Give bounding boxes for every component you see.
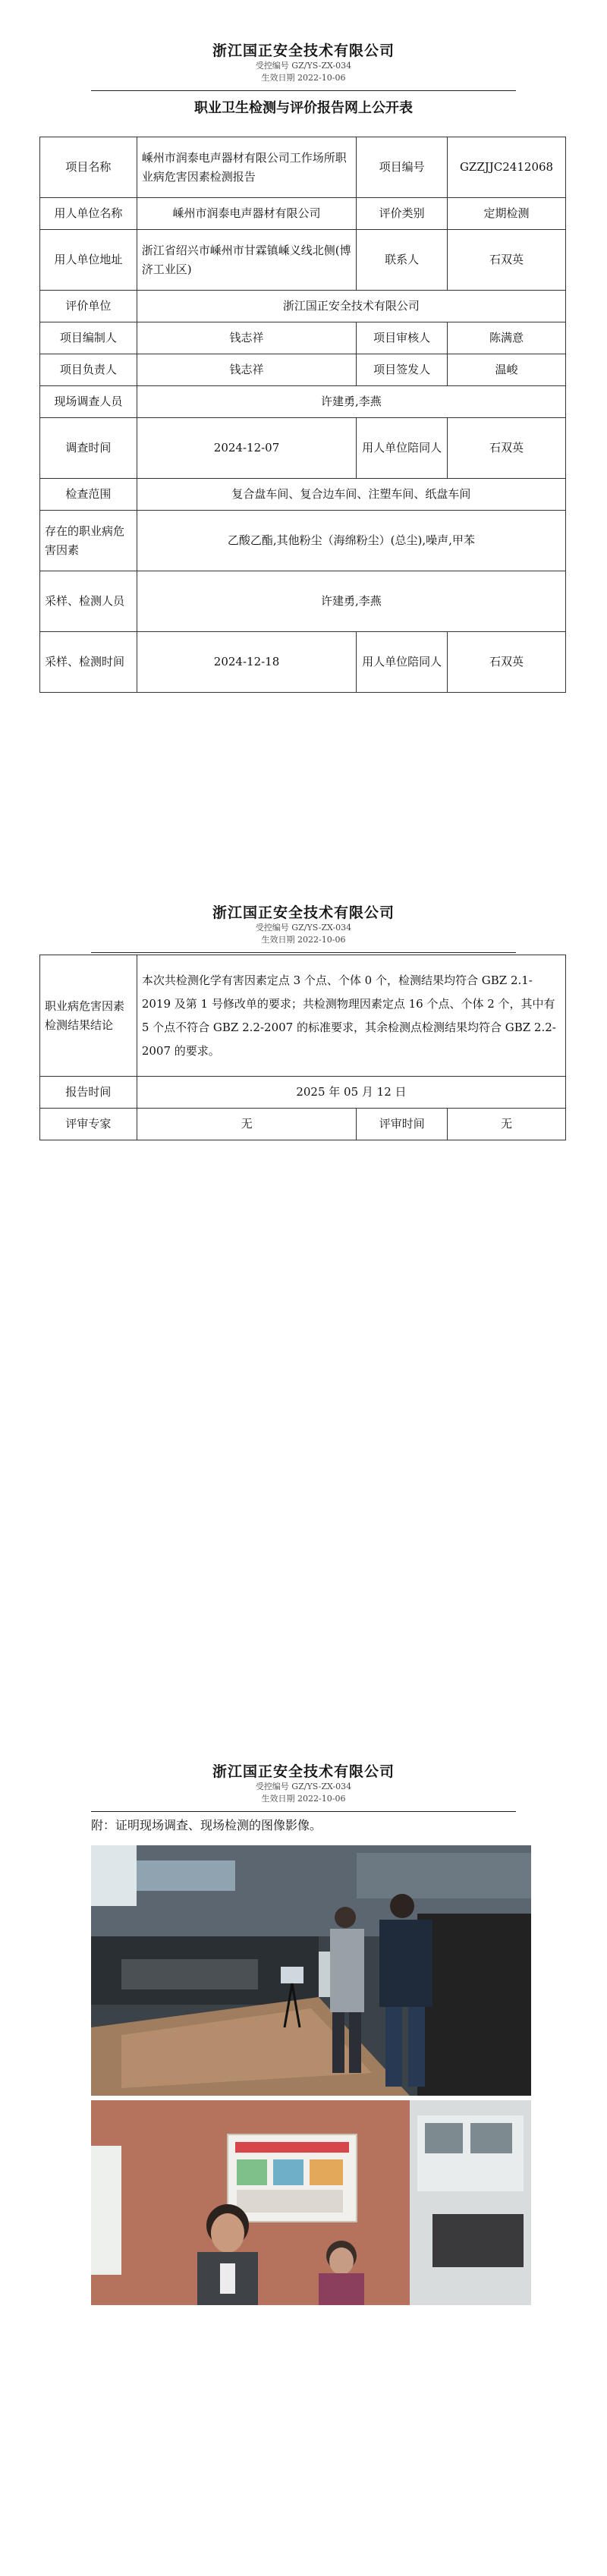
value-issuer: 温峻 <box>448 354 566 386</box>
label-address: 用人单位地址 <box>40 230 137 291</box>
value-survey-time: 2024-12-07 <box>137 418 356 479</box>
company-name: 浙江国正安全技术有限公司 <box>212 42 395 59</box>
value-report-time: 2025 年 05 月 12 日 <box>137 1077 565 1109</box>
value-project-name: 嵊州市润泰电声器材有限公司工作场所职业病危害因素检测报告 <box>137 137 356 198</box>
label-project-name: 项目名称 <box>40 137 137 198</box>
value-escort-2: 石双英 <box>448 632 566 693</box>
label-project-no: 项目编号 <box>357 137 448 198</box>
value-leader: 钱志祥 <box>137 354 356 386</box>
disclosure-table <box>39 137 566 693</box>
page-header <box>0 901 607 946</box>
value-eval-type: 定期检测 <box>448 198 566 230</box>
value-eval-unit: 浙江国正安全技术有限公司 <box>137 291 565 322</box>
value-surveyors: 许建勇,李燕 <box>137 386 565 418</box>
label-samplers: 采样、检测人员 <box>40 571 137 632</box>
label-employer: 用人单位名称 <box>40 198 137 230</box>
company-name: 浙江国正安全技术有限公司 <box>212 904 395 921</box>
label-compiler: 项目编制人 <box>40 322 137 354</box>
label-leader: 项目负责人 <box>40 354 137 386</box>
value-hazards: 乙酸乙酯,其他粉尘（海绵粉尘）(总尘),噪声,甲苯 <box>137 511 565 571</box>
effective-date: 生效日期 2022-10-06 <box>261 73 346 83</box>
label-contact: 联系人 <box>357 230 448 291</box>
value-sample-time: 2024-12-18 <box>137 632 356 693</box>
value-employer: 嵊州市润泰电声器材有限公司 <box>137 198 356 230</box>
value-review-time: 无 <box>448 1109 566 1140</box>
company-name: 浙江国正安全技术有限公司 <box>212 1763 395 1780</box>
value-project-no: GZZJJC2412068 <box>448 137 566 198</box>
label-experts: 评审专家 <box>40 1109 137 1140</box>
value-contact: 石双英 <box>448 230 566 291</box>
value-scope: 复合盘车间、复合边车间、注塑车间、纸盘车间 <box>137 479 565 511</box>
form-title: 职业卫生检测与评价报告网上公开表 <box>194 100 413 116</box>
label-issuer: 项目签发人 <box>357 354 448 386</box>
label-review-time: 评审时间 <box>357 1109 448 1140</box>
doc-code: 受控编号 GZ/YS-ZX-034 <box>255 61 352 71</box>
effective-date: 生效日期 2022-10-06 <box>261 935 346 945</box>
header-rule <box>91 1811 516 1812</box>
label-escort-1: 用人单位陪同人 <box>357 418 448 479</box>
label-scope: 检查范围 <box>40 479 137 511</box>
label-eval-type: 评价类别 <box>357 198 448 230</box>
site-inspection-photo <box>91 1845 531 2096</box>
value-compiler: 钱志祥 <box>137 322 356 354</box>
label-eval-unit: 评价单位 <box>40 291 137 322</box>
label-conclusion: 职业病危害因素检测结果结论 <box>40 955 137 1077</box>
value-reviewer: 陈满意 <box>448 322 566 354</box>
label-report-time: 报告时间 <box>40 1077 137 1109</box>
effective-date: 生效日期 2022-10-06 <box>261 1794 346 1804</box>
doc-code: 受控编号 GZ/YS-ZX-034 <box>255 923 352 933</box>
value-address: 浙江省绍兴市嵊州市甘霖镇嵊义线北侧(博济工业区) <box>137 230 356 291</box>
value-escort-1: 石双英 <box>448 418 566 479</box>
doc-code: 受控编号 GZ/YS-ZX-034 <box>255 1782 352 1791</box>
value-samplers: 许建勇,李燕 <box>137 571 565 632</box>
label-sample-time: 采样、检测时间 <box>40 632 137 693</box>
value-conclusion: 本次共检测化学有害因素定点 3 个点、个体 0 个，检测结果均符合 GBZ 2.1-2019 及第 1 号修改单的要求；共检测物理因素定点 16 个点、个体 2 个，其中有 5 个点不符合 GBZ 2.2-2007 的标准要求，其余检测点检测结果均符合 GBZ 2.2-2007 的要求。 <box>137 955 565 1077</box>
page-header <box>0 39 607 84</box>
label-hazards: 存在的职业病危害因素 <box>40 511 137 571</box>
attachment-note: 附：证明现场调查、现场检测的图像影像。 <box>91 1818 322 1832</box>
conclusion-table <box>39 955 566 1140</box>
site-survey-photo <box>91 2100 531 2305</box>
header-rule <box>91 90 516 91</box>
page-header <box>0 1760 607 1805</box>
label-reviewer: 项目审核人 <box>357 322 448 354</box>
label-escort-2: 用人单位陪同人 <box>357 632 448 693</box>
header-rule <box>91 952 516 953</box>
value-experts: 无 <box>137 1109 357 1140</box>
label-surveyors: 现场调查人员 <box>40 386 137 418</box>
label-survey-time: 调查时间 <box>40 418 137 479</box>
